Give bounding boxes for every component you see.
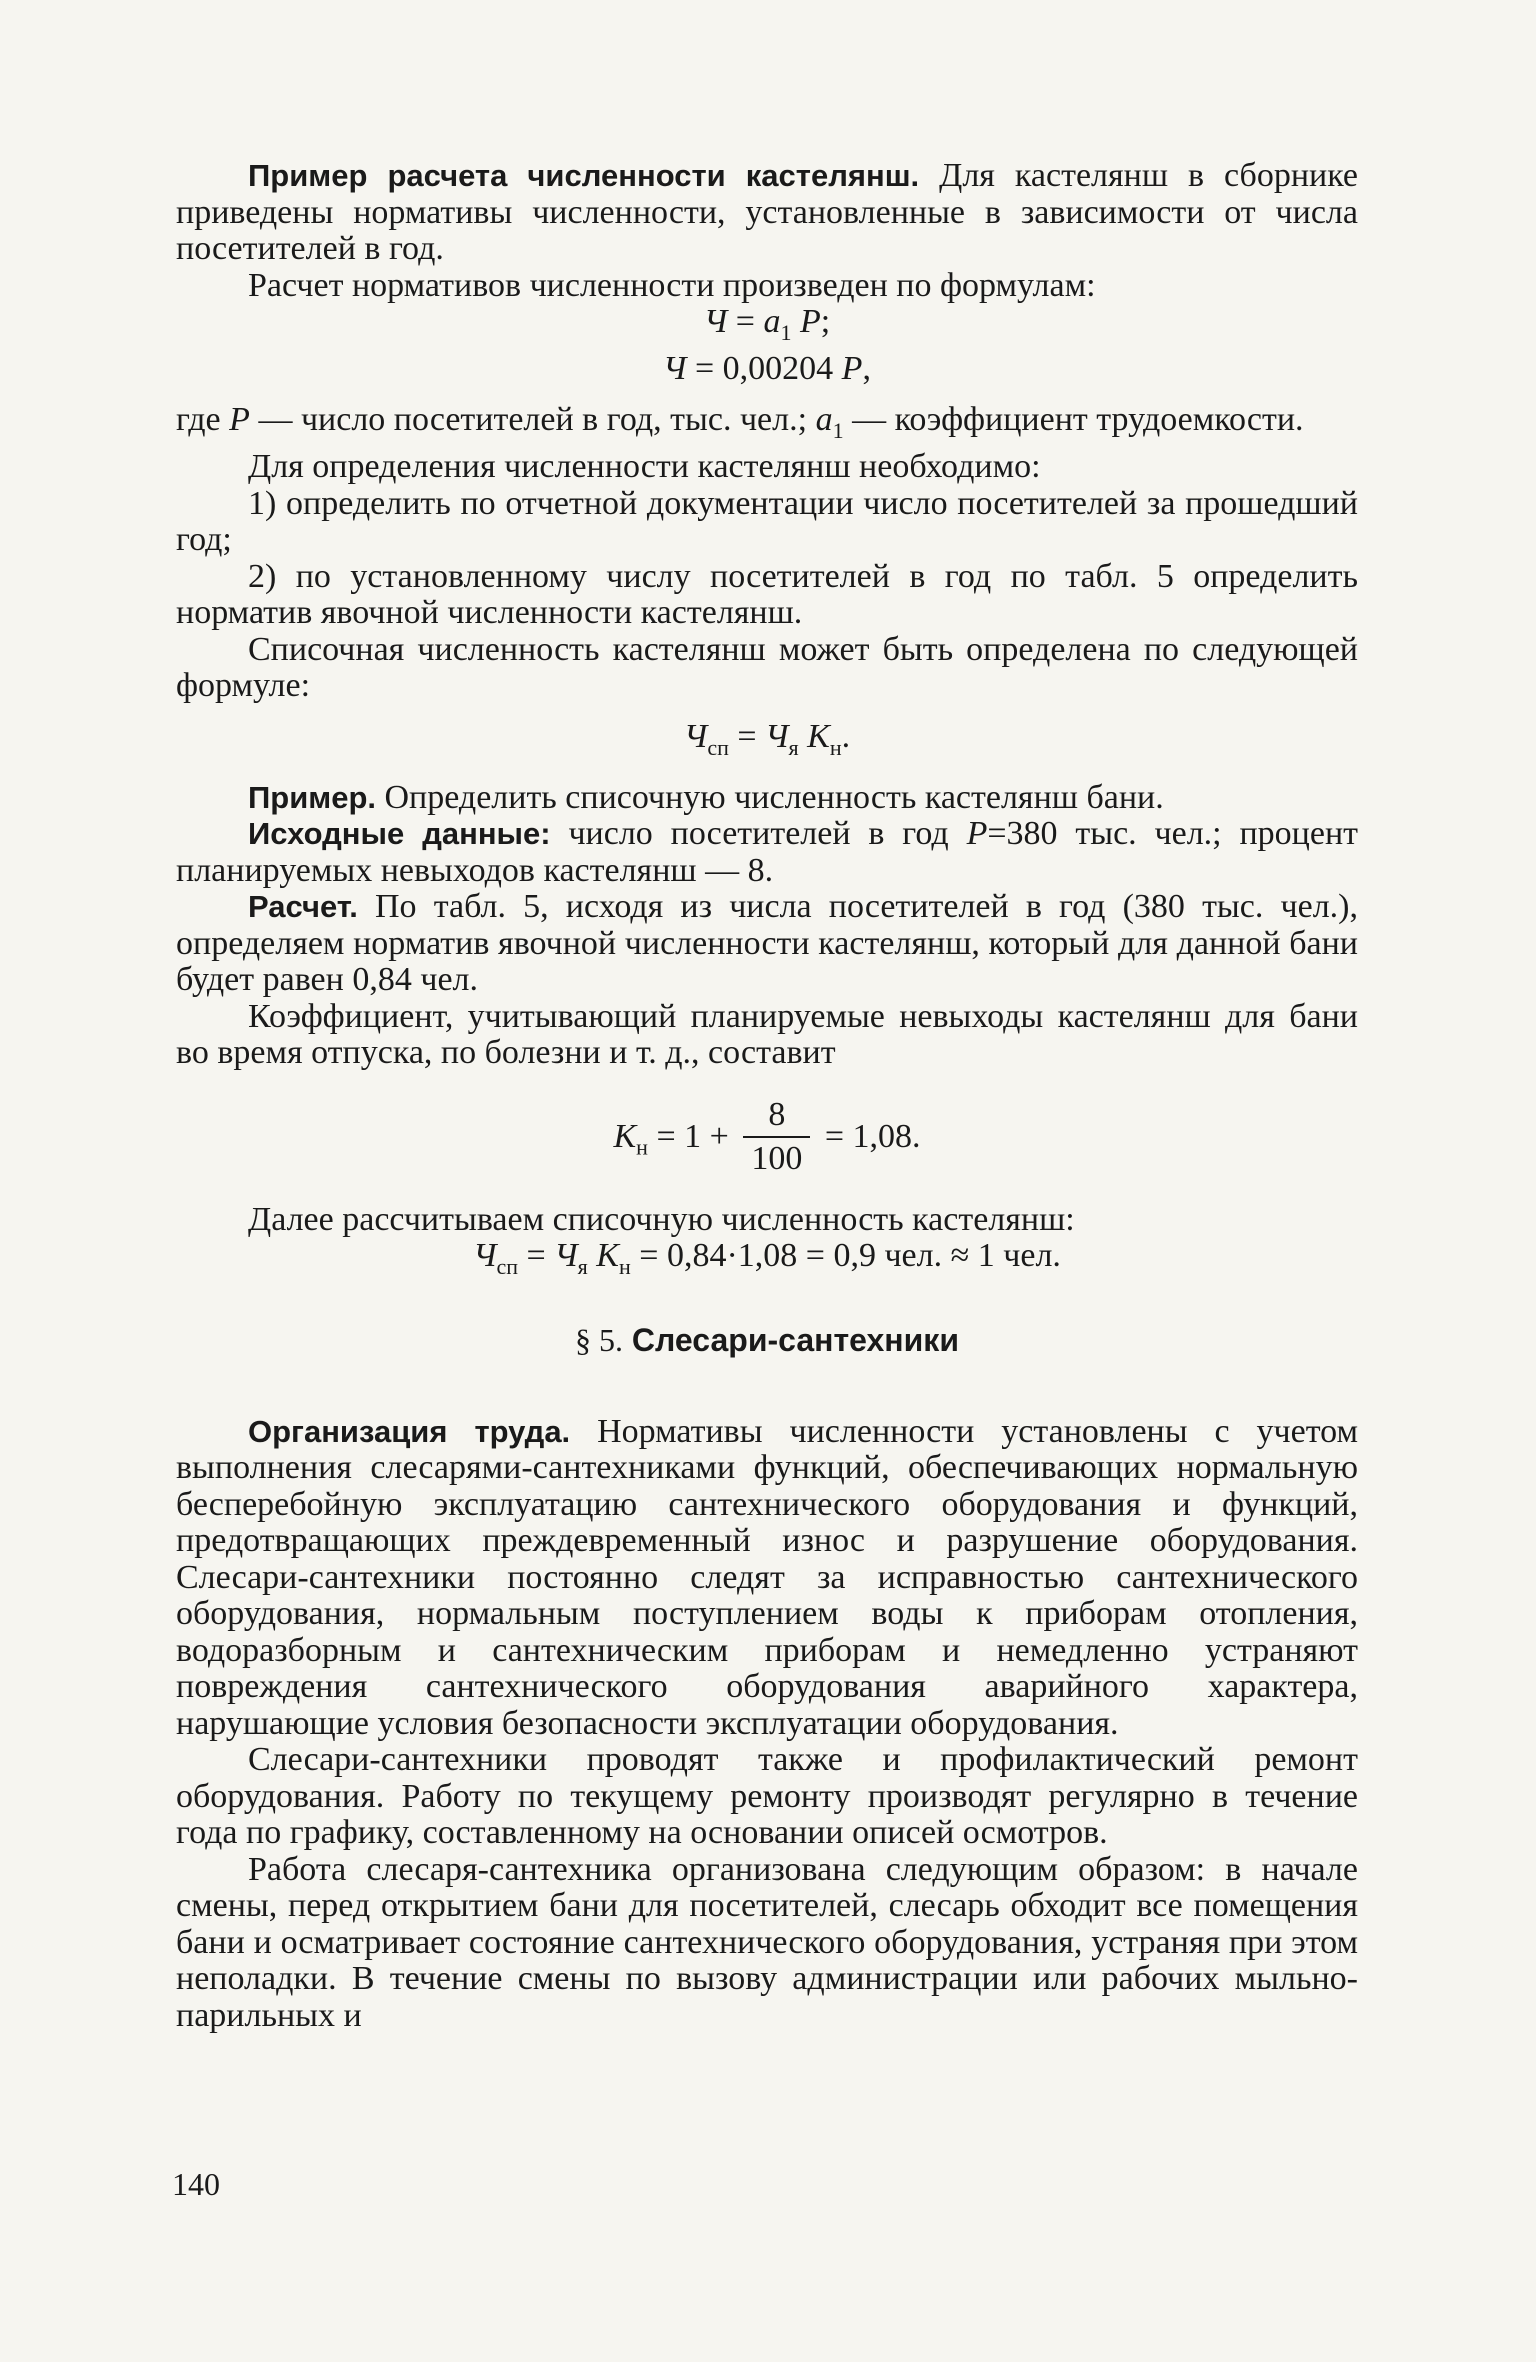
paragraph-where: где P — число посетителей в год, тыс. чел.; $a_1$ — коэффициент трудоемкости. (176, 400, 1304, 443)
paragraph-calculation: Расчет. По табл. 5, исходя из числа посетителей в год (380 тыс. чел.), определяем норматив явочной численности кастелянш, который для данной бани будет равен 0,84 чел. (176, 888, 1358, 999)
paragraph-further: Далее рассчитываем списочную численность кастелянш: (248, 1200, 1075, 1238)
paragraph-text: Для кастелянш в сборнике приведены нормативы численности, установленные в зависимости от числа посетителей в год. (176, 157, 1358, 267)
paragraph-input-data: Исходные данные: число посетителей в год P=380 тыс. чел.; процент планируемых невыходов кастелянш — 8. (176, 815, 1358, 889)
paragraph-list-formula-intro: Списочная численность кастелянш может быть определена по следующей формуле: (176, 630, 1358, 705)
run-in-heading: Расчет. (248, 889, 358, 925)
formula-3: $Ч_{сп} = Ч_я$ $K_н$. (683, 717, 851, 760)
list-item-step-2: 2) по установленному числу посетителей в год по табл. 5 определить норматив явочной численности кастелянш. (176, 557, 1358, 632)
run-in-heading: Организация труда. (248, 1413, 571, 1449)
fraction: $\frac{8}{100}$ (743, 1094, 810, 1180)
paragraph-work-routine: Работа слесаря-сантехника организована следующим образом: в начале смены, перед открытием бани для посетителей, слесарь обходит все помещения бани и осматривает состояние сантехнического оборудования, устраняя при этом неполадки. В течение смены по вызову администрации или рабочих мыльно-парильных и (176, 1850, 1358, 2034)
formula-result: $Ч_{сп} = Ч_я$ $K_н = 0,84\cdot 1,08 = 0,9$ чел. ≈ 1 чел. (473, 1237, 1061, 1280)
run-in-heading: Пример расчета численности кастелянш. (248, 158, 920, 193)
paragraph-formulas-intro: Расчет нормативов численности произведен по формулам: (248, 266, 1096, 304)
section-heading: § 5. Слесари-сантехники (575, 1321, 959, 1358)
page-body (176, 158, 1358, 2218)
run-in-heading: Исходные данные: (248, 816, 551, 852)
paragraph-coefficient: Коэффициент, учитывающий планируемые невыходы кастелянш для бани во время отпуска, по болезни и т. д., составит (176, 997, 1358, 1072)
formula-1: $Ч = a_1$ P; (703, 303, 831, 345)
formula-coefficient: $K_н = 1$ + $\frac{8}{100}$ = 1,08. (176, 1096, 1358, 1182)
paragraph-castellan-example (176, 158, 1358, 268)
paragraph-maintenance: Слесари-сантехники проводят также и профилактический ремонт оборудования. Работу по текущему ремонту производят регулярно в течение года по графику, составленному на основании описей осмотров. (176, 1741, 1358, 1852)
paragraph-steps-intro: Для определения численности кастелянш необходимо: (248, 448, 1041, 486)
list-item-step-1: 1) определить по отчетной документации число посетителей за прошедший год; (176, 484, 1358, 559)
paragraph-example: Пример. Определить списочную численность кастелянш бани. (248, 778, 1164, 816)
formula-2: Ч = 0,00204 P, (663, 350, 871, 388)
page-number: 140 (172, 2166, 220, 2202)
run-in-heading: Пример. (248, 779, 376, 815)
paragraph-work-organization: Организация труда. Нормативы численности установлены с учетом выполнения слесарями-сантехниками функций, обеспечивающих нормальную бесперебойную эксплуатацию сантехнического оборудования и функций, предотвращающих преждевременный износ и разрушение оборудования. Слесари-сантехники постоянно следят за исправностью сантехнического оборудования, нормальным поступлением воды к приборам отопления, водоразборным и сантехническим приборам и немедленно устраняют повреждения сантехнического оборудования аварийного характера, нарушающие условия безопасности эксплуатации оборудования. (176, 1412, 1358, 1742)
